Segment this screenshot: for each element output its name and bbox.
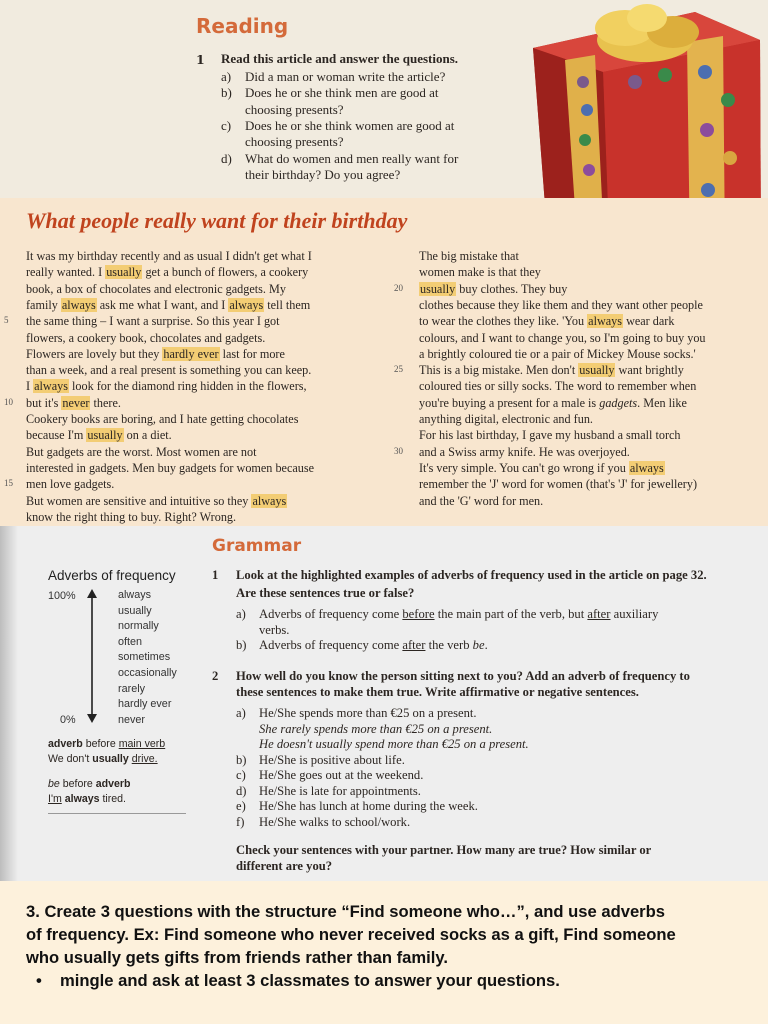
adverb-item: often (118, 635, 143, 648)
task-bullet-dot: • (36, 971, 42, 990)
rule-adverb-before-main-verb: adverb before main verb (48, 738, 166, 750)
article-line: than a week, and a real present is something you can keep. (26, 363, 312, 378)
adverb-item: hardly ever (118, 698, 172, 711)
item-text: He/She has lunch at home during the week. (259, 799, 478, 813)
grammar-exercise-2-number: 2 (212, 669, 219, 683)
highlighted-adverb: usually (106, 265, 142, 280)
adverb-item: rarely (118, 682, 145, 695)
article-line: and a Swiss army knife. He was overjoyed. (419, 444, 630, 459)
adverbs-box-title: Adverbs of frequency (48, 568, 176, 583)
article-line: But women are sensitive and intuitive so they always (26, 493, 287, 508)
question-letter: c) (221, 117, 232, 133)
page-binding-shadow (0, 526, 18, 881)
highlighted-adverb: usually (579, 363, 615, 378)
highlighted-adverb: hardly ever (163, 346, 219, 361)
exercise-2-item (236, 815, 410, 831)
ex1-b-letter: b) (236, 638, 247, 652)
adverb-item: always (118, 589, 152, 601)
article-line: It's very simple. You can't go wrong if you always (419, 460, 664, 475)
ex1-a-statement-cont: verbs. (259, 623, 290, 637)
grammar-exercise-1-instruction: Look at the highlighted examples of adverbs of frequency used in the article on page 32. (236, 568, 707, 582)
article-line: coloured ties or silly socks. The word to remember when (419, 379, 697, 394)
line-number: 30 (394, 445, 403, 456)
reading-exercise-number: 1 (196, 52, 205, 67)
article-line: But gadgets are the worst. Most women are not (26, 444, 257, 459)
item-text: She rarely spends more than €25 on a present. (259, 721, 493, 736)
article-line: interested in gadgets. Men buy gadgets for women because (26, 460, 315, 475)
adverb-item: sometimes (118, 651, 171, 664)
question-text: choosing presents? (245, 101, 344, 117)
article-line: book, a box of chocolates and electronic gadgets. My (26, 281, 286, 296)
question-text: Does he or she think men are good at (245, 85, 439, 101)
grammar-exercise-1-question: Are these sentences true or false? (236, 586, 415, 600)
highlighted-adverb: usually (420, 281, 456, 296)
article-line: I always look for the diamond ring hidden in the flowers, (26, 379, 307, 394)
check-instruction: Check your sentences with your partner. How many are true? How similar or (236, 843, 652, 857)
check-instruction-cont: different are you? (236, 859, 333, 873)
question-letter: a) (221, 69, 232, 84)
exercise-2-item (236, 784, 421, 800)
question-letter: d) (221, 150, 232, 166)
rule-be-before-adverb: be before adverb (48, 778, 131, 790)
item-letter: b) (236, 752, 247, 767)
task-line-1: 3. Create 3 questions with the structure “Find someone who…”, and use adverbs (26, 902, 665, 921)
adverb-item: usually (118, 604, 152, 617)
highlighted-adverb: always (252, 493, 287, 508)
item-letter: d) (236, 783, 247, 798)
ex1-a-statement: Adverbs of frequency come before the main part of the verb, but after auxiliary (259, 607, 659, 621)
item-letter: f) (236, 814, 245, 829)
article-line: colours, and I want to change you, so I'm going to buy you (419, 330, 706, 345)
adverb-item: never (118, 713, 146, 726)
grammar-exercise-2-instruction: How well do you know the person sitting next to you? Add an adverb of frequency to (236, 669, 690, 683)
ex1-b-statement: Adverbs of frequency come after the verb be. (259, 638, 488, 652)
article-line: really wanted. I usually get a bunch of flowers, a cookery (26, 265, 309, 280)
article-line: It was my birthday recently and as usual I didn't get what I (26, 249, 312, 263)
exercise-2-item (236, 706, 477, 722)
percent-top: 100% (48, 590, 76, 602)
task-bullet: mingle and ask at least 3 classmates to answer your questions. (60, 971, 560, 990)
article-line: The big mistake that (419, 249, 519, 263)
question-text: choosing presents? (245, 134, 344, 150)
reading-question-line (221, 102, 344, 118)
highlighted-adverb: always (34, 379, 68, 394)
question-text: Does he or she think women are good at (245, 117, 455, 133)
line-number: 5 (4, 315, 9, 326)
article-line: because I'm usually on a diet. (26, 428, 172, 443)
highlighted-adverb: never (62, 395, 90, 410)
article-line: the same thing – I want a surprise. So this year I got (26, 314, 280, 329)
question-text: Did a man or woman write the article? (245, 69, 446, 84)
article-line: know the right thing to buy. Right? Wrong. (26, 509, 237, 524)
article-line: clothes because they like them and they want other people (419, 297, 703, 312)
article-line: and the 'G' word for men. (419, 493, 544, 508)
exercise-2-item (236, 753, 405, 769)
task-line-3: who usually gets gifts from friends rather than family. (26, 948, 448, 967)
example-usually-drive: We don't usually drive. (48, 753, 158, 765)
box-divider (48, 813, 186, 814)
article-line: remember the 'J' word for women (that's 'J' for jewellery) (419, 477, 697, 492)
adverb-item: occasionally (118, 667, 177, 679)
grammar-heading: Grammar (212, 536, 302, 556)
grammar-exercise-1-number: 1 (212, 568, 219, 582)
article-line: men love gadgets. (26, 477, 115, 492)
line-number: 10 (4, 396, 13, 407)
item-text: He doesn't usually spend more than €25 on a present. (259, 737, 529, 751)
article-line: women make is that they (419, 265, 541, 280)
article-line: to wear the clothes they like. 'You always wear dark (419, 314, 675, 329)
highlighted-adverb: always (61, 297, 96, 312)
question-text: their birthday? Do you agree? (245, 166, 401, 182)
article-line: Flowers are lovely but they hardly ever last for more (26, 346, 285, 361)
line-number: 20 (394, 282, 403, 293)
reading-question-line (221, 151, 458, 167)
article-line: you're buying a present for a male is gadgets. Men like (419, 395, 687, 410)
article-line: a brightly coloured tie or a pair of Mickey Mouse socks.' (419, 346, 696, 361)
adverb-item: normally (118, 620, 159, 633)
frequency-arrow-icon (84, 588, 100, 724)
line-number: 25 (394, 364, 403, 375)
ex1-a-letter: a) (236, 607, 246, 621)
highlighted-adverb: always (629, 460, 664, 475)
question-text: What do women and men really want for (245, 150, 459, 166)
item-letter: c) (236, 768, 246, 782)
article-line: usually buy clothes. They buy (420, 281, 568, 296)
italic-word: gadgets (599, 395, 638, 410)
grammar-exercise-2-instruction-cont: these sentences to make them true. Write affirmative or negative sentences. (236, 685, 639, 699)
article-line: family always ask me what I want, and I always tell them (26, 297, 311, 312)
task-line-2: of frequency. Ex: Find someone who never received socks as a gift, Find someone (26, 925, 676, 944)
article-line: For his last birthday, I gave my husband a small torch (419, 428, 681, 443)
exercise-2-item (236, 737, 529, 753)
item-text: He/She spends more than €25 on a present. (259, 706, 477, 720)
item-text: He/She goes out at the weekend. (259, 768, 424, 782)
article-title: What people really want for their birthday (26, 208, 408, 233)
article-line: Cookery books are boring, and I hate getting chocolates (26, 412, 299, 426)
item-text: He/She walks to school/work. (259, 814, 411, 829)
reading-question-line (221, 134, 344, 150)
article-line: flowers, a cookery book, chocolates and gadgets. (26, 330, 266, 345)
example-always-tired: I'm always tired. (48, 793, 126, 805)
reading-instruction: Read this article and answer the questions. (221, 51, 459, 66)
item-letter: a) (236, 706, 246, 720)
exercise-2-item (236, 768, 423, 784)
reading-question-line (221, 118, 454, 134)
highlighted-adverb: always (588, 314, 623, 329)
reading-question-line (221, 85, 439, 101)
percent-bottom: 0% (60, 714, 76, 726)
article-line: but it's never there. (26, 395, 121, 410)
article-line: anything digital, electronic and fun. (419, 412, 593, 426)
line-number: 15 (4, 478, 13, 489)
item-letter: e) (236, 799, 246, 813)
item-text: He/She is positive about life. (259, 752, 405, 767)
reading-question-line (221, 167, 400, 183)
exercise-2-item (236, 799, 478, 815)
highlighted-adverb: always (229, 297, 264, 312)
question-letter: b) (221, 85, 232, 101)
reading-heading: Reading (196, 14, 289, 38)
article-line: This is a big mistake. Men don't usually want brightly (419, 363, 684, 378)
exercise-2-item (236, 722, 492, 738)
item-text: He/She is late for appointments. (259, 783, 421, 798)
reading-question-line (221, 69, 445, 85)
highlighted-adverb: usually (87, 428, 123, 443)
